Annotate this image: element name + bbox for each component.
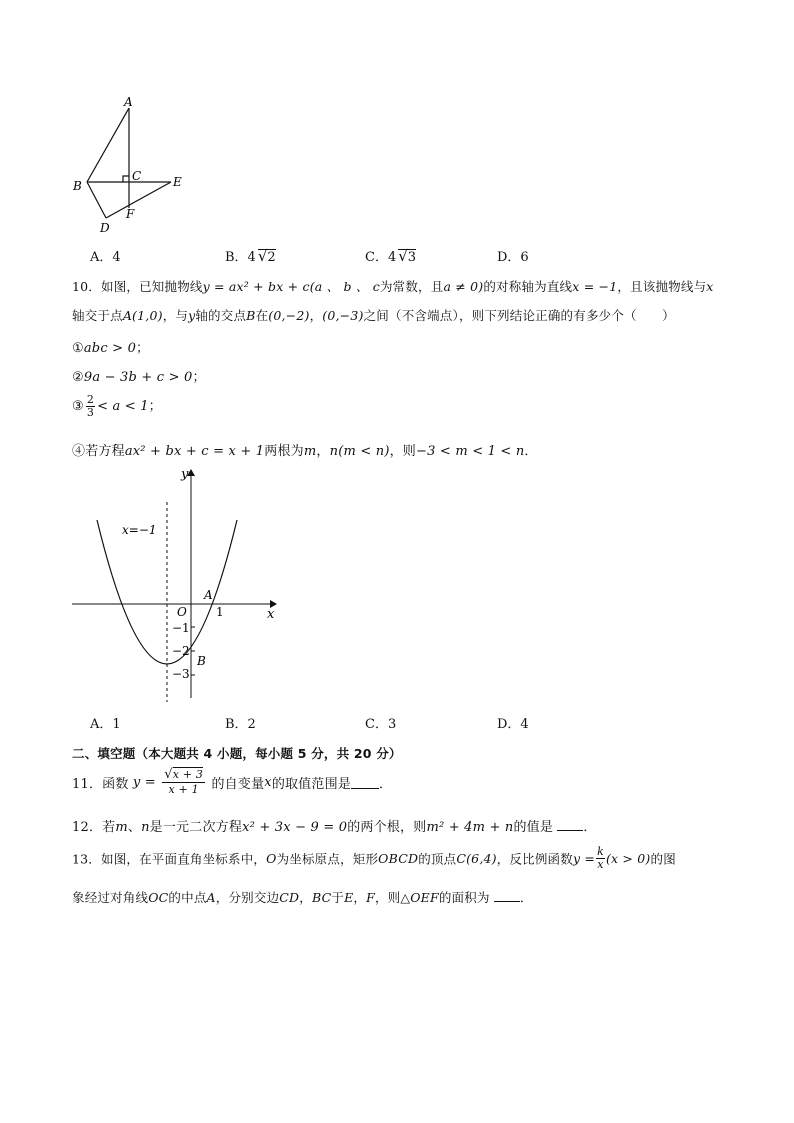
- origin-label: O: [177, 605, 187, 619]
- q10-statement-1: ①abc > 0；: [72, 341, 150, 356]
- q9-option-c: C．4 √3: [365, 247, 417, 265]
- label-E: E: [173, 175, 182, 189]
- label-F: F: [126, 207, 135, 221]
- segment-DE: [106, 182, 171, 218]
- x-axis-label: x: [267, 607, 275, 622]
- q10-option-b: B．2: [225, 717, 256, 732]
- q11-answer-blank[interactable]: [351, 777, 379, 789]
- q10-option-d: D．4: [497, 717, 529, 732]
- q10-statement-3: ③ $\frac{2}{3}$ < a < 1；: [72, 393, 162, 419]
- q10-parabola-graph: [66, 462, 286, 706]
- tick-m2-label: −2: [172, 644, 190, 658]
- segment-BD: [87, 182, 106, 218]
- q12-answer-blank[interactable]: [557, 819, 583, 831]
- y-axis-label: y: [181, 467, 189, 482]
- point-B-label: B: [197, 654, 206, 668]
- q9-option-a: A．4: [90, 250, 121, 265]
- q10-option-a: A．1: [90, 717, 121, 732]
- point-A-label: A: [204, 588, 213, 602]
- q13-line-2: 象经过对角线OC的中点A，分别交边CD，BC于E，F，则△OEF的面积为 ．: [72, 890, 533, 905]
- tick-1-label: 1: [216, 605, 224, 619]
- q10-option-c: C．3: [365, 717, 397, 732]
- q13-line-1: 13．如图，在平面直角坐标系中，O为坐标原点，矩形OBCD的顶点C(6,4)，反比例函数y = $\frac{k}{x}$ (x > 0)的图: [72, 845, 676, 871]
- q9-option-b: B．4 √2: [225, 247, 276, 265]
- tick-m3-label: −3: [172, 667, 190, 681]
- q11-line: 11．函数 y = $\frac{√x + 3}{x + 1}$ 的自变量x的取值范围是 ．: [72, 767, 393, 796]
- label-C: C: [132, 169, 142, 183]
- q10-line-2: 轴交于点A(1,0)，与y轴的交点B在(0,−2)，(0,−3)之间（不含端点），则下列结论正确的有多少个（ ）: [72, 308, 675, 323]
- q13-answer-blank[interactable]: [494, 890, 520, 902]
- q9-option-d: D．6: [497, 250, 529, 265]
- tick-m1-label: −1: [172, 621, 190, 635]
- symmetry-axis-label: x=−1: [122, 523, 157, 537]
- q9-triangle-figure: [66, 92, 196, 237]
- q10-statement-2: ②9a − 3b + c > 0；: [72, 370, 206, 385]
- segment-AB: [87, 108, 129, 182]
- right-angle-mark: [123, 176, 129, 182]
- label-D: D: [100, 221, 110, 235]
- label-B: B: [73, 179, 82, 193]
- q10-line-1: 10．如图，已知抛物线y = ax² + bx + c(a 、 b 、 c为常数，且a ≠ 0)的对称轴为直线x = −1，且该抛物线与x: [72, 279, 714, 294]
- q10-statement-4: ④若方程ax² + bx + c = x + 1两根为m，n(m < n)，则−3 < m < 1 < n．: [72, 444, 538, 459]
- label-A: A: [124, 95, 133, 109]
- section-heading-fill-in: 二、填空题（本大题共 4 小题，每小题 5 分，共 20 分）: [72, 746, 402, 761]
- q12-line: 12．若m、n是一元二次方程x² + 3x − 9 = 0的两个根，则m² + 4m + n的值是 ．: [72, 820, 597, 835]
